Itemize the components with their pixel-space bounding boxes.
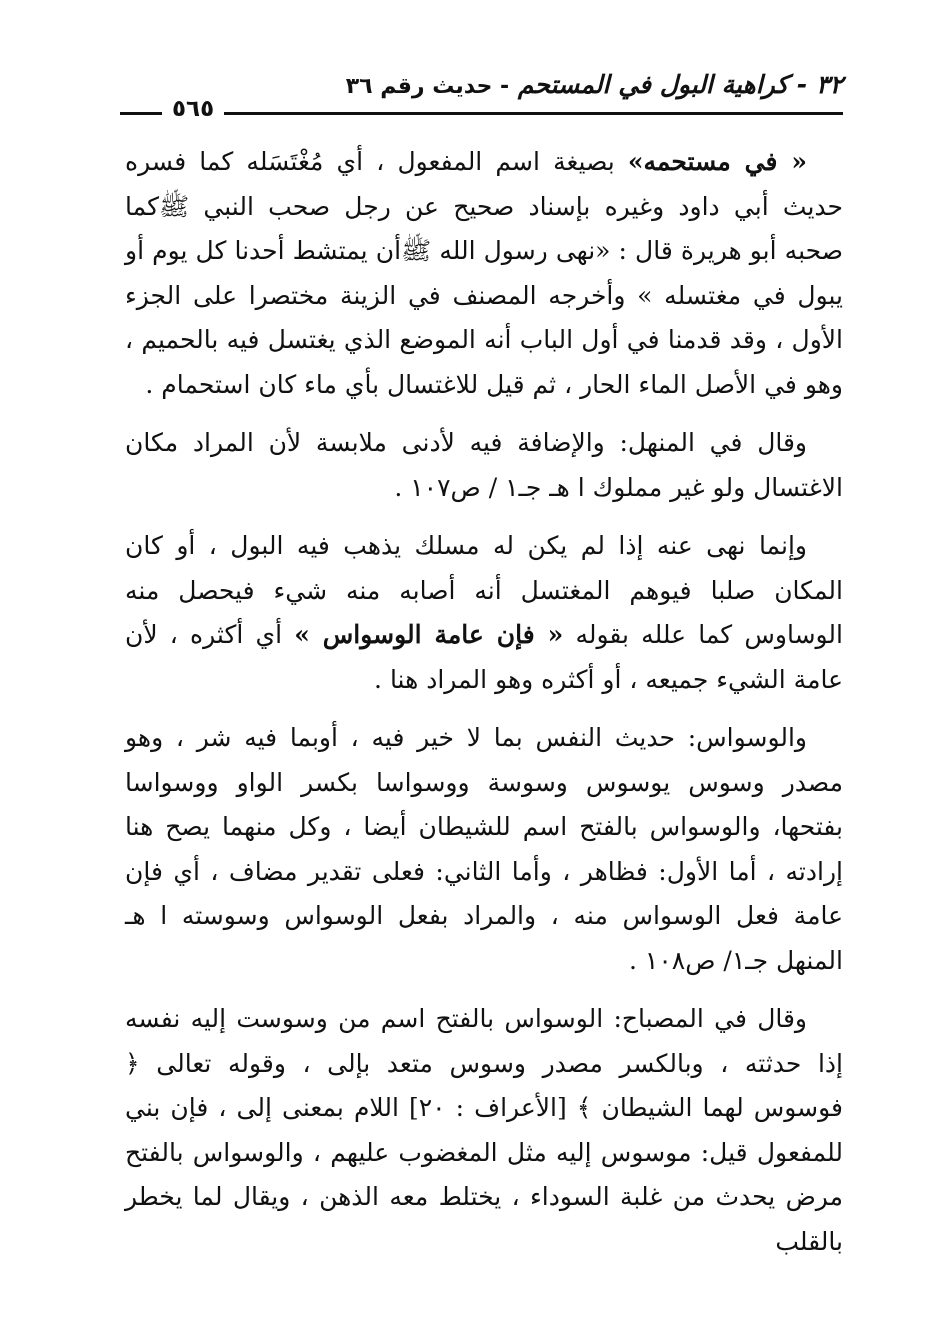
page-number-dash: [120, 112, 156, 115]
page-body: [125, 140, 843, 1278]
paragraph-text: بصيغة اسم المفعول ، أي مُغْتَسَله كما فسره حديث أبي داود وغيره بإسناد صحيح عن رجل صحب النبي ﷺكما صحبه أبو هريرة قال : «نهى رسول الله ﷺأن يمتشط أحدنا كل يوم أو يبول في مغتسله » وأخرجه المصنف في الزينة مختصرا على الجزء الأول ، وقد قدمنا في أول الباب أنه الموضع الذي يغتسل فيه بالحميم ، وهو في الأصل الماء الحار ، ثم قيل للاغتسال بأي ماء كان استحمام .: [125, 147, 843, 399]
paragraph-text: أي أكثره ، لأن عامة الشيء جميعه ، أو أكثره وهو المراد هنا .: [125, 620, 843, 694]
chapter-title: ٣٢ - كراهية البول في المستحم: [517, 70, 843, 99]
paragraph-1: [125, 140, 843, 407]
quoted-term: « فإن عامة الوسواس »: [294, 620, 564, 649]
header-rule: [120, 112, 843, 115]
page-number: ٥٦٥: [162, 96, 224, 122]
quoted-term: « في مستحمه»: [627, 147, 807, 176]
paragraph-text: والوسواس: حديث النفس بما لا خير فيه ، أوبما فيه شر ، وهو مصدر وسوس يوسوس وسوسة ووسواسا بكسر الواو ووسواسا بفتحها، والوسواس بالفتح اسم للشيطان أيضا ، وكل منهما يصح هنا إرادته ، أما الأول: فظاهر ، وأما الثاني: فعلى تقدير مضاف ، أي فإن عامة فعل الوسواس منه ، والمراد بفعل الوسواس وسوسته ا هـ المنهل جـ١/ ص١٠٨ .: [125, 723, 843, 975]
running-title: [346, 70, 843, 99]
paragraph-2: [125, 421, 843, 510]
paragraph-4: [125, 716, 843, 983]
paragraph-5: [125, 997, 843, 1264]
paragraph-3: [125, 524, 843, 702]
page-header: [120, 70, 843, 122]
paragraph-text: وقال في المصباح: الوسواس بالفتح اسم من وسوست إليه نفسه إذا حدثته ، وبالكسر مصدر وسوس متعد بإلى ، وقوله تعالى ﴿ فوسوس لهما الشيطان ﴾ [الأعراف : ٢٠] اللام بمعنى إلى ، فإن بني للمفعول قيل: موسوس إليه مثل المغضوب عليهم ، والوسواس بالفتح مرض يحدث من غلبة السوداء ، يختلط معه الذهن ، ويقال لما يخطر بالقلب: [125, 1004, 843, 1256]
paragraph-text: وقال في المنهل: والإضافة فيه لأدنى ملابسة لأن المراد مكان الاغتسال ولو غير مملوك ا هـ جـ١ / ص١٠٧ .: [125, 428, 843, 502]
hadith-number: - حديث رقم ٣٦: [345, 74, 510, 99]
paragraph-lead: وإنما نهى عنه إذا لم يكن له مسلك يذهب فيه البول ، أو كان المكان صلبا فيوهم المغتسل أنه أصابه منه شيء فيحصل منه الوساوس كما علله بقوله: [125, 531, 843, 649]
